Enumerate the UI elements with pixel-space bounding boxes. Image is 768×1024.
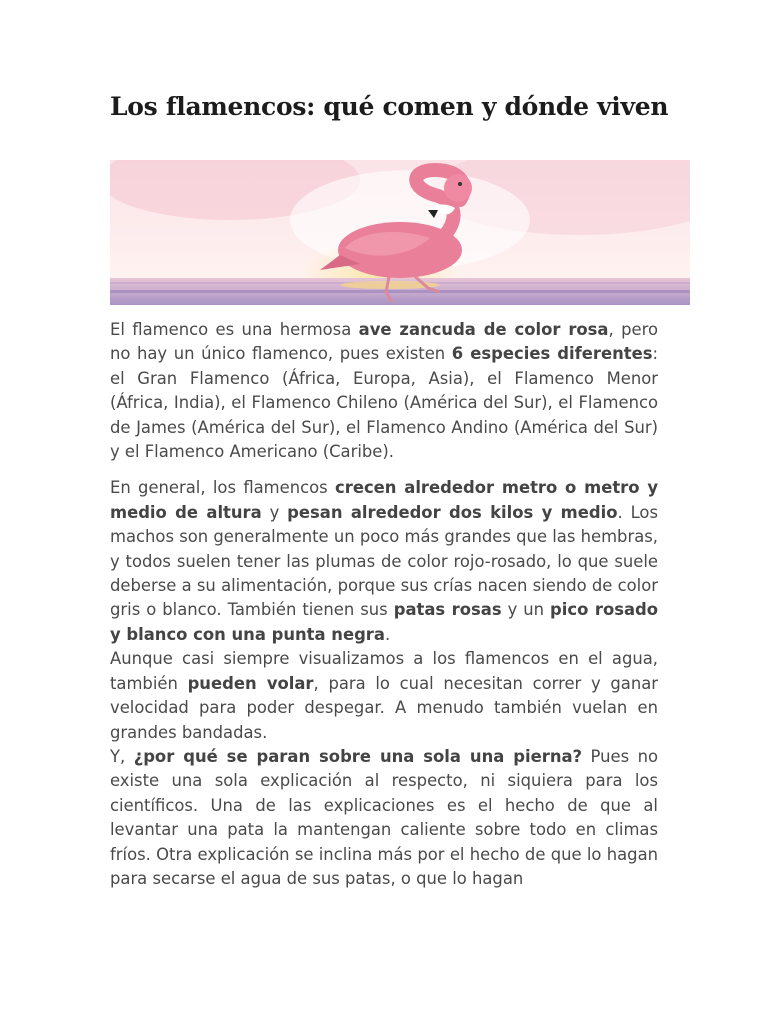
text-segment: y	[261, 502, 288, 522]
text-segment: En general, los flamencos	[110, 478, 336, 498]
text-segment: Y,	[110, 746, 134, 766]
paragraph	[110, 318, 658, 464]
page-title: Los flamencos: qué comen y dónde viven	[110, 92, 669, 121]
bold-text: ave zancuda de color rosa	[358, 320, 609, 339]
text-segment: , para lo cual necesitan correr y ganar velocidad para poder despegar. A menudo también vuelan en grandes bandadas.	[110, 673, 659, 742]
bold-text: pueden volar	[187, 673, 314, 693]
text-segment: y un	[501, 600, 551, 620]
text-segment: Pues no existe una sola explicación al respecto, ni siquiera para los científicos. Una de las explicaciones es el hecho de que al levantar una pata la mantengan caliente sobre todo en climas fríos. Otra explicación se inclina más por el hecho de que lo hagan para secarse el agua de sus patas, o que lo hagan	[110, 746, 659, 888]
bold-text: pesan alrededor dos kilos y medio	[287, 502, 618, 522]
bold-text: ¿por qué se paran sobre una sola una pierna?	[133, 746, 583, 766]
text-segment: Aunque casi siempre visualizamos a los flamencos en el agua, también	[110, 649, 658, 693]
bold-text: 6 especies diferentes	[451, 344, 653, 364]
paragraph	[110, 476, 658, 647]
text-segment: . Los machos son generalmente un poco más grandes que las hembras, y todos suelen tener las plumas de color rojo-rosado, lo que suele deberse a su alimentación, porque sus crías nacen siendo de color gris o blanco. También tienen sus	[110, 502, 658, 620]
paragraph	[110, 745, 658, 891]
text-segment: .	[384, 624, 391, 644]
bold-text: crecen alrededor metro o metro y medio de altura	[110, 478, 658, 522]
bold-text: pico rosado y blanco con una punta negra	[110, 600, 659, 644]
text-segment: , pero no hay un único flamenco, pues existen	[110, 320, 658, 364]
paragraph	[110, 647, 658, 745]
bold-text: patas rosas	[393, 600, 502, 620]
flamingo-illustration-icon	[110, 160, 690, 305]
text-segment: : el Gran Flamenco (África, Europa, Asia), el Flamenco Menor (África, India), el Flamenco Chileno (América del Sur), el Flamenco de James (América del Sur), el Flamenco Andino (América del Sur) y el Flamenco Americano (Caribe).	[110, 344, 658, 462]
article-body	[110, 318, 658, 891]
text-segment: El flamenco es una hermosa	[110, 320, 359, 339]
